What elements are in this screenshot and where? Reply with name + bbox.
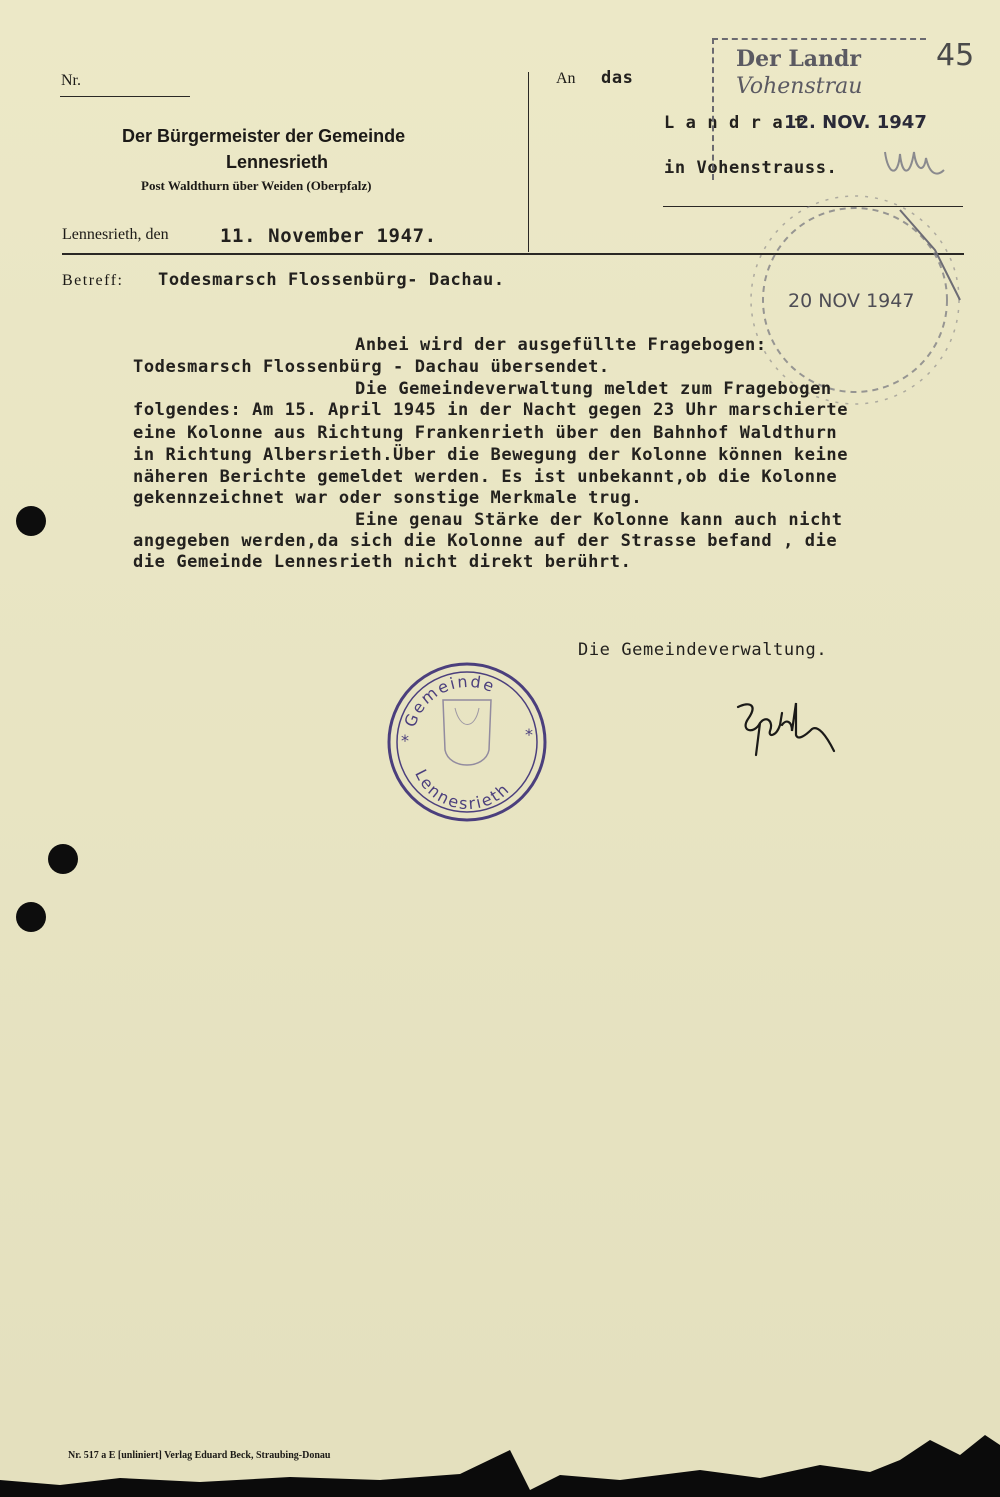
signature-label: Die Gemeindeverwaltung. <box>578 640 828 660</box>
received-stamp-date: 12. NOV. 1947 <box>784 112 927 133</box>
body-line-4: folgendes: Am 15. April 1945 in der Nacht gegen 23 Uhr marschierte <box>133 400 849 420</box>
recipient-line2: L a n d r a t <box>664 113 805 133</box>
body-line-1: Anbei wird der ausgefüllte Fragebogen: <box>355 335 767 355</box>
issuer-municipality: Lennesrieth <box>226 152 329 172</box>
nr-line <box>60 96 190 97</box>
municipal-seal <box>385 660 550 825</box>
round-stamp-date: 20 NOV 1947 <box>788 290 915 312</box>
nr-label: Nr. <box>61 72 81 89</box>
body-line-8: gekennzeichnet war oder sonstige Merkmale trug. <box>133 488 643 508</box>
subject-text: Todesmarsch Flossenbürg- Dachau. <box>158 270 505 290</box>
punch-hole <box>16 902 46 932</box>
body-line-6: in Richtung Albersrieth.Über die Bewegung der Kolonne können keine <box>133 445 849 465</box>
subject-label: Betreff: <box>62 272 124 289</box>
seal-text-bottom: Lennesrieth <box>411 766 514 814</box>
punch-hole <box>16 506 46 536</box>
an-label: An <box>556 70 576 87</box>
recipient-line3: in Vohenstrauss. <box>664 158 838 178</box>
page-number: 45 <box>936 38 975 73</box>
body-line-5: eine Kolonne aus Richtung Frankenrieth über den Bahnhof Waldthurn <box>133 423 838 443</box>
svg-text:*: * <box>525 725 533 744</box>
handwritten-signature <box>730 695 850 765</box>
svg-text:Lennesrieth <box>411 766 514 813</box>
body-line-11: die Gemeinde Lennesrieth nicht direkt berührt. <box>133 552 632 572</box>
header-divider <box>528 72 529 252</box>
handwritten-initials <box>880 140 950 190</box>
svg-text:*: * <box>401 731 409 750</box>
body-line-9: Eine genau Stärke der Kolonne kann auch nicht <box>355 510 843 530</box>
letter-date: 11. November 1947. <box>220 225 437 247</box>
body-line-2: Todesmarsch Flossenbürg - Dachau übersendet. <box>133 357 610 377</box>
recipient-line1: das <box>601 68 634 88</box>
torn-bottom-edge <box>0 1430 1000 1497</box>
received-stamp-line1: Der Landr <box>736 46 862 72</box>
place-date-label: Lennesrieth, den <box>62 226 169 243</box>
issuer-post-address: Post Waldthurn über Weiden (Oberpfalz) <box>141 178 372 193</box>
printer-imprint: Nr. 517 a E [unliniert] Verlag Eduard Beck, Straubing-Donau <box>68 1450 331 1461</box>
issuer-title: Der Bürgermeister der Gemeinde <box>122 126 406 146</box>
received-stamp-line2: Vohenstrau <box>736 74 863 99</box>
body-line-7: näheren Berichte gemeldet werden. Es ist unbekannt,ob die Kolonne <box>133 467 838 487</box>
body-line-3: Die Gemeindeverwaltung meldet zum Fragebogen <box>355 379 832 399</box>
seal-text-top: Gemeinde <box>400 671 499 730</box>
body-line-10: angegeben werden,da sich die Kolonne auf der Strasse befand , die <box>133 531 838 551</box>
punch-hole <box>48 844 78 874</box>
